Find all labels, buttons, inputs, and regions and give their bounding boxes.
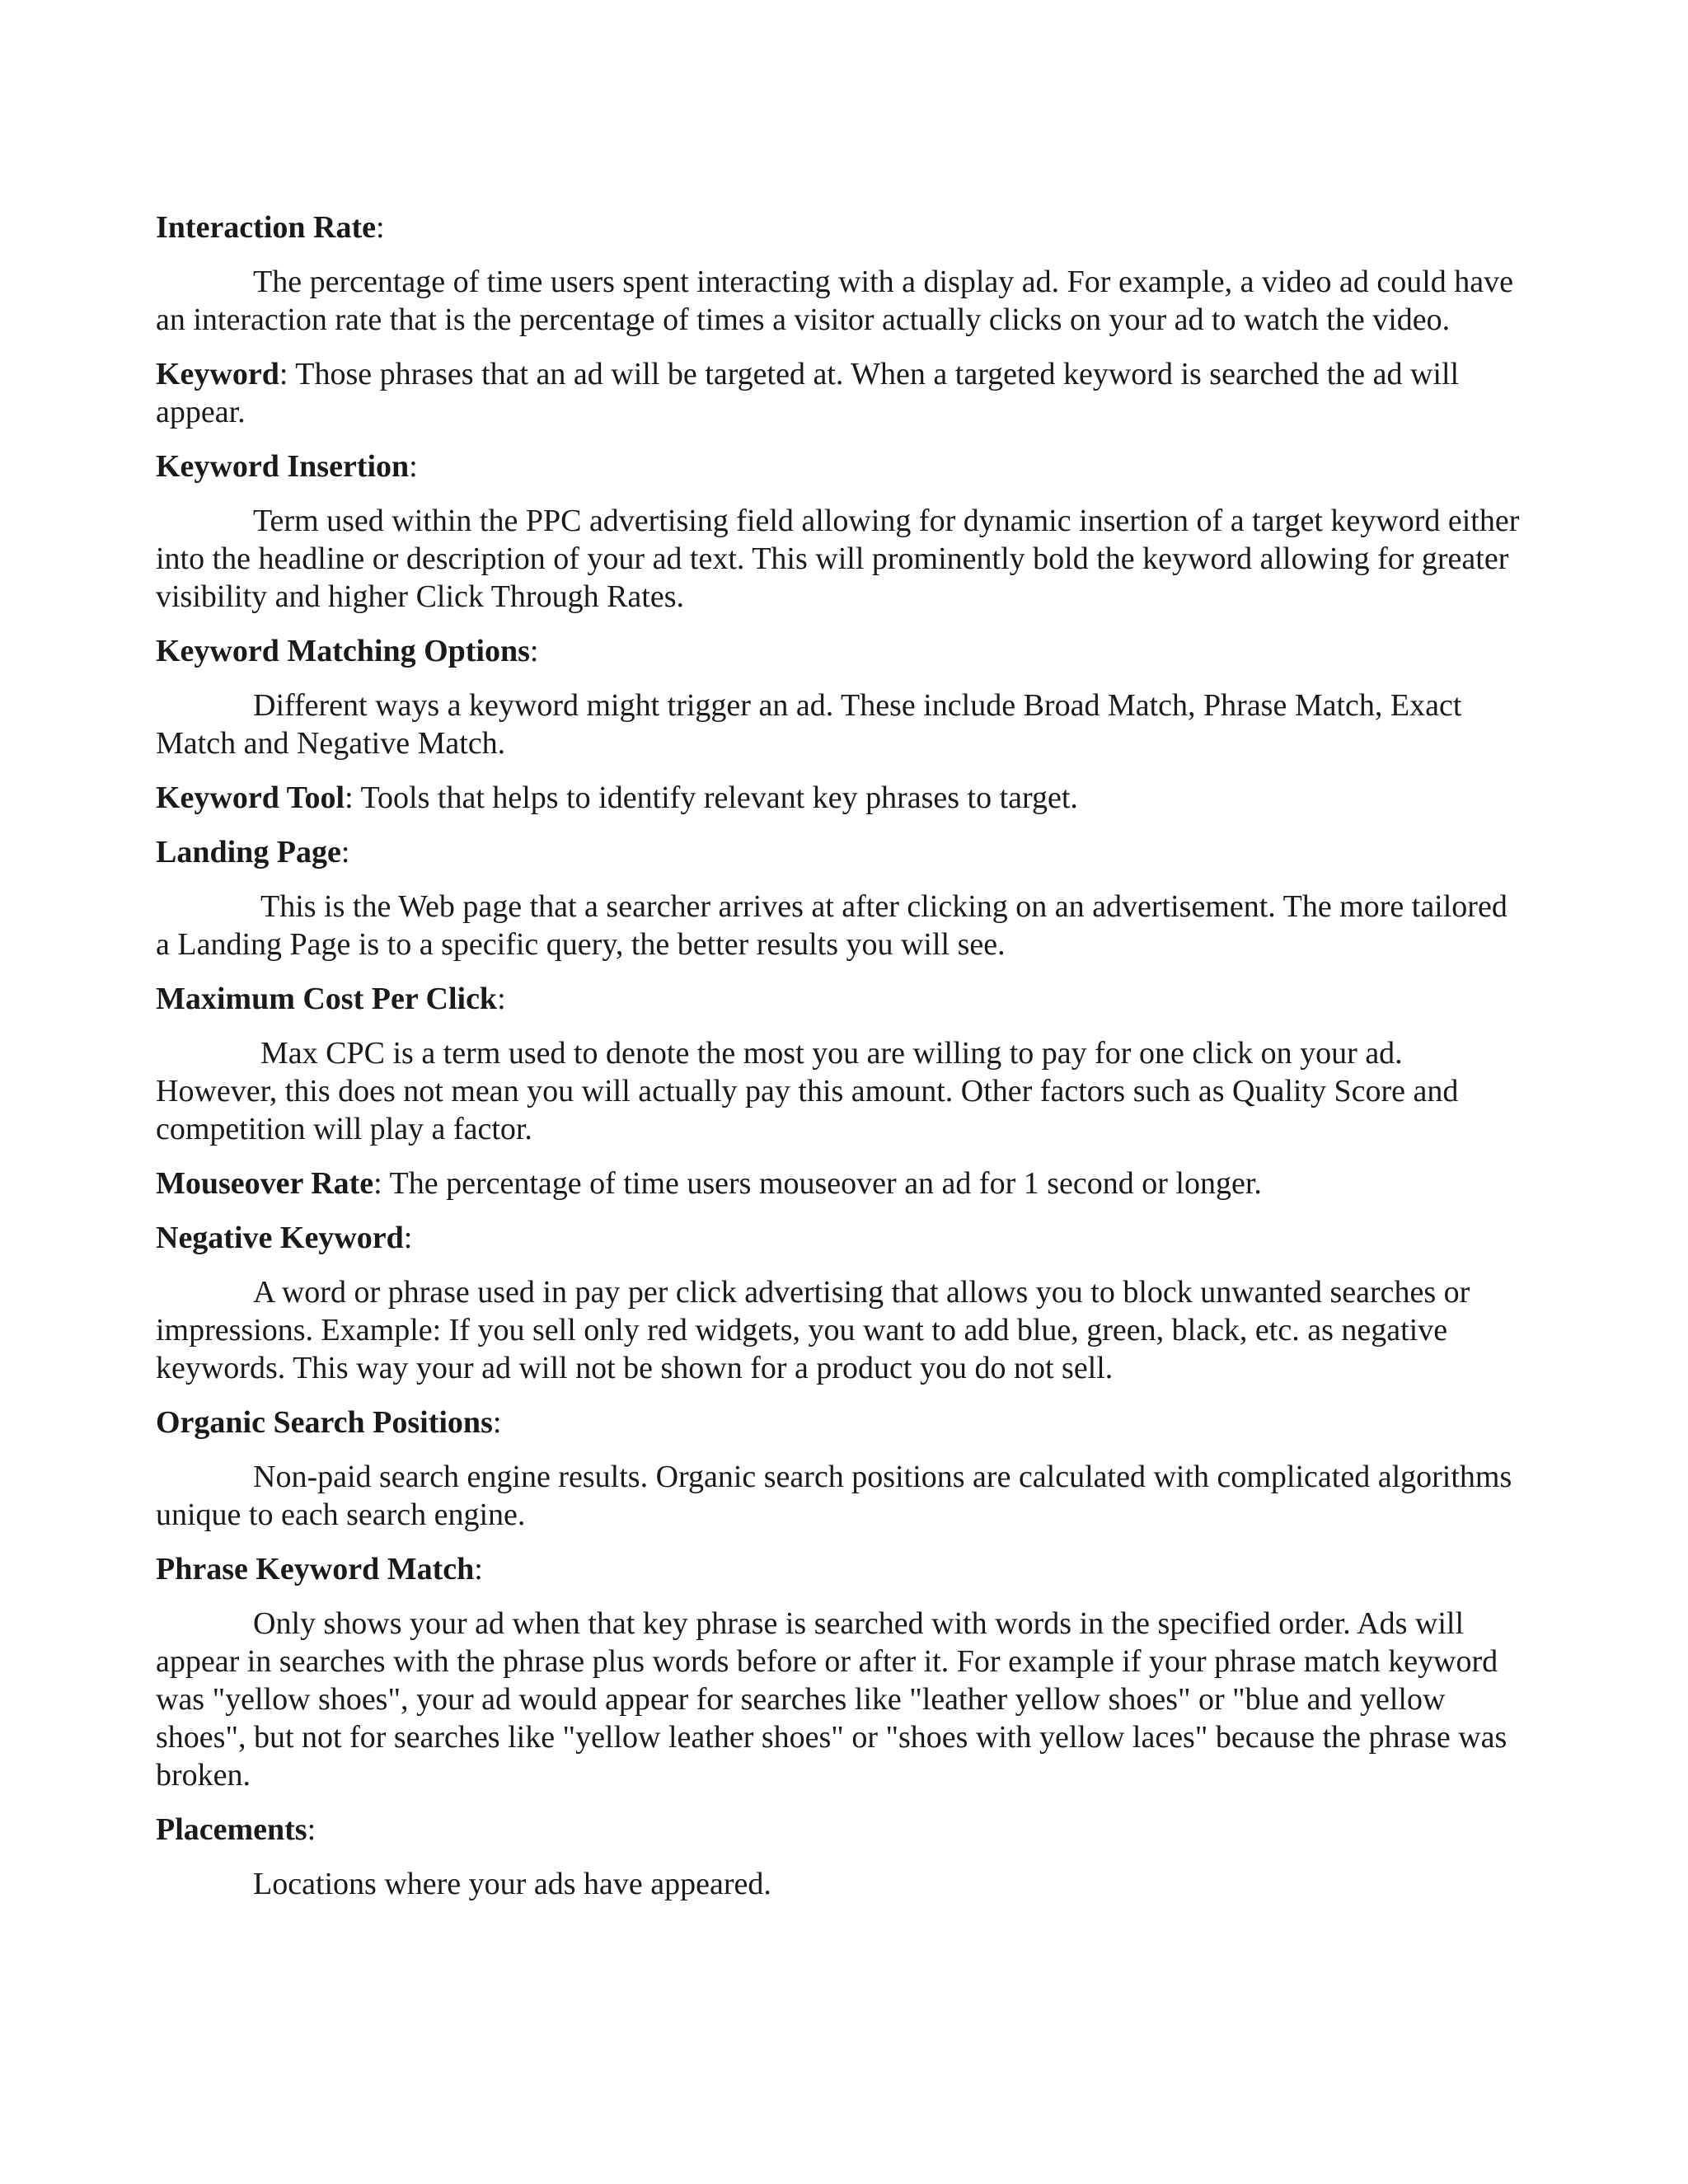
term-colon: : <box>497 982 506 1016</box>
term-heading: Keyword Insertion <box>156 449 410 484</box>
term-heading: Interaction Rate <box>156 210 376 245</box>
term-inline-definition: Tools that helps to identify relevant key phrases to target. <box>353 780 1078 815</box>
term-colon: : <box>492 1405 502 1440</box>
glossary-entry-keyword-matching-options <box>156 632 1524 762</box>
term-description: The percentage of time users spent interacting with a display ad. For example, a video ad could have an interaction rate that is the percentage of times a visitor actually clicks on your ad to watch the video. <box>156 265 1513 337</box>
glossary-entry-keyword-insertion <box>156 448 1524 616</box>
glossary-entry-placements <box>156 1811 1524 1903</box>
term-heading: Keyword Matching Options <box>156 634 530 668</box>
term-colon: : <box>529 634 539 668</box>
term-colon: : <box>375 210 385 245</box>
glossary-entry-landing-page <box>156 833 1524 963</box>
term-heading: Placements <box>156 1812 307 1847</box>
term-colon: : <box>403 1221 413 1255</box>
term-heading: Negative Keyword <box>156 1221 404 1255</box>
term-colon: : <box>307 1812 316 1847</box>
glossary-page <box>156 209 1524 1919</box>
term-description: Locations where your ads have appeared. <box>253 1867 771 1901</box>
term-heading: Mouseover Rate <box>156 1166 374 1201</box>
term-heading: Organic Search Positions <box>156 1405 493 1440</box>
glossary-entry-mouseover-rate <box>156 1165 1524 1202</box>
term-colon: : <box>345 780 354 815</box>
term-colon: : <box>340 835 350 869</box>
term-colon: : <box>279 357 288 391</box>
term-description: This is the Web page that a searcher arrives at after clicking on an advertisement. The more tailored a Landing Page is to a specific query, the better results you will see. <box>156 889 1507 962</box>
glossary-entry-phrase-keyword-match <box>156 1550 1524 1794</box>
glossary-entry-negative-keyword <box>156 1219 1524 1387</box>
term-description: Term used within the PPC advertising field allowing for dynamic insertion of a target keyword either into the headline or description of your ad text. This will prominently bold the keyword allowing for greater visibility and higher Click Through Rates. <box>156 504 1520 614</box>
term-inline-definition: The percentage of time users mouseover an ad for 1 second or longer. <box>382 1166 1262 1201</box>
term-heading: Landing Page <box>156 835 341 869</box>
term-heading: Phrase Keyword Match <box>156 1552 475 1586</box>
term-description: A word or phrase used in pay per click advertising that allows you to block unwanted searches or impressions. Example: If you sell only red widgets, you want to add blue, green, black, etc. as negative keywords. This way your ad will not be shown for a product you do not sell. <box>156 1275 1470 1385</box>
glossary-entry-organic-search-positions <box>156 1404 1524 1534</box>
glossary-entry-maximum-cost-per-click <box>156 980 1524 1148</box>
term-description: Non-paid search engine results. Organic search positions are calculated with complicated algorithms unique to each search engine. <box>156 1460 1512 1532</box>
glossary-entry-keyword <box>156 355 1524 431</box>
term-description: Only shows your ad when that key phrase is searched with words in the specified order. Ads will appear in searches with the phrase plus words before or after it. For example if your phrase match keyword was "yellow shoes", your ad would appear for searches like "leather yellow shoes" or "blue and yellow shoes", but not for searches like "yellow leather shoes" or "shoes with yellow laces" because the phrase was broken. <box>156 1606 1507 1793</box>
term-inline-definition: Those phrases that an ad will be targeted at. When a targeted keyword is searched the ad will appear. <box>156 357 1460 429</box>
glossary-entry-keyword-tool <box>156 779 1524 817</box>
term-colon: : <box>409 449 418 484</box>
term-heading: Keyword Tool <box>156 780 345 815</box>
glossary-entry-interaction-rate <box>156 209 1524 339</box>
term-description: Max CPC is a term used to denote the most you are willing to pay for one click on your ad. However, this does not mean you will actually pay this amount. Other factors such as Quality Score and competition will play a factor. <box>156 1036 1459 1146</box>
term-heading: Keyword <box>156 357 279 391</box>
term-colon: : <box>373 1166 382 1201</box>
term-description: Different ways a keyword might trigger an ad. These include Broad Match, Phrase Match, Exact Match and Negative Match. <box>156 688 1462 761</box>
term-heading: Maximum Cost Per Click <box>156 982 498 1016</box>
term-colon: : <box>474 1552 483 1586</box>
